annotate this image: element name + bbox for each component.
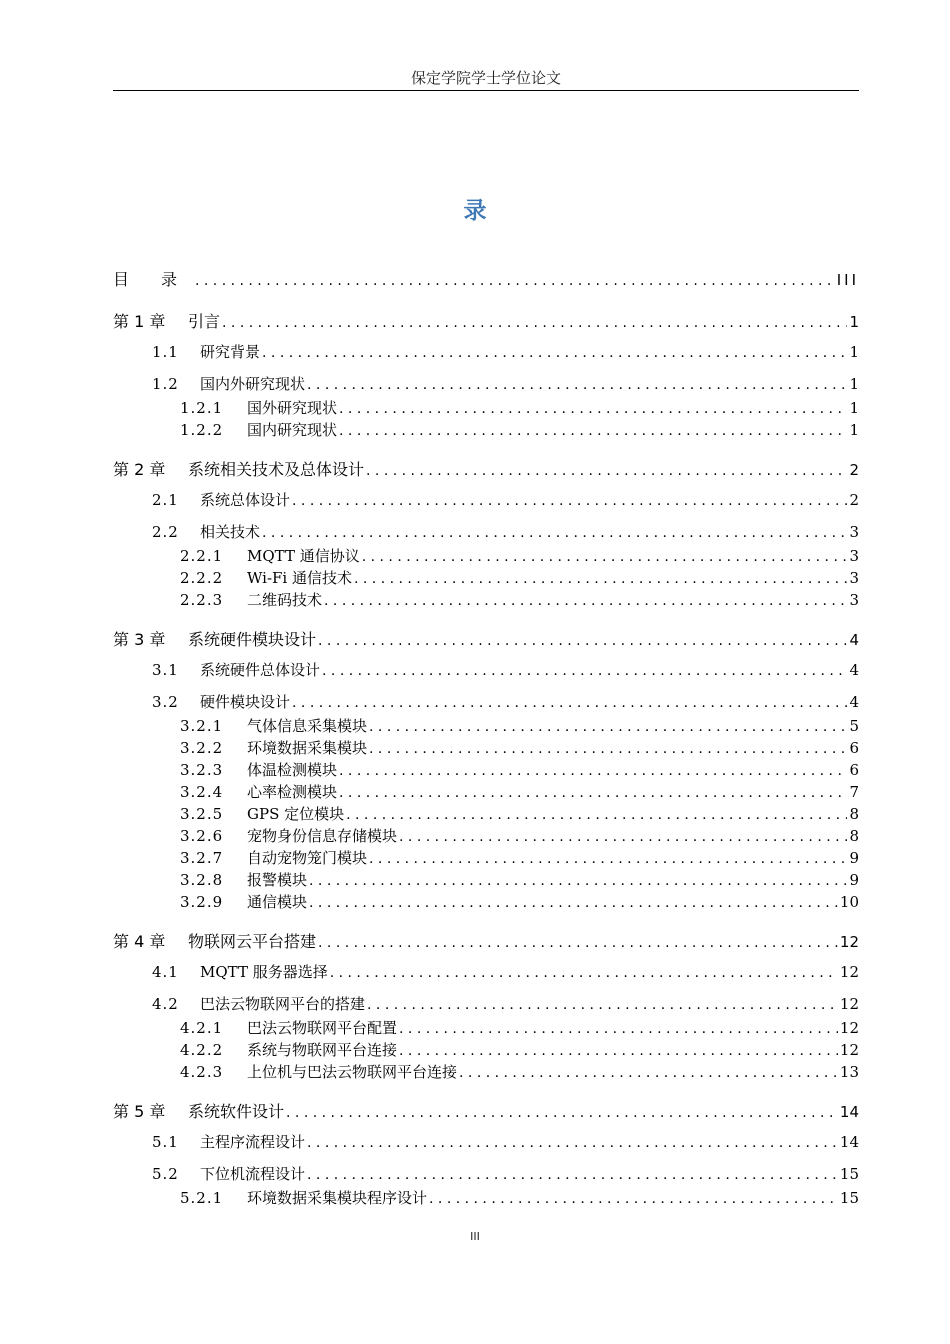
toc-chapter-entry[interactable] bbox=[113, 267, 859, 289]
toc-dot-leader bbox=[262, 345, 847, 361]
toc-entry-page: 1 bbox=[849, 399, 859, 417]
toc-subsection-entry[interactable] bbox=[113, 1187, 859, 1209]
toc-section-entry[interactable] bbox=[113, 373, 859, 395]
toc-dot-leader bbox=[262, 525, 847, 541]
toc-entry-number: 2.2.3 bbox=[180, 591, 224, 609]
toc-entry-title: 系统与物联网平台连接 bbox=[247, 1041, 398, 1059]
toc-entry-page: 3 bbox=[849, 569, 859, 587]
toc-dot-leader bbox=[346, 807, 847, 823]
toc-dot-leader bbox=[330, 965, 838, 981]
toc-entry-number: 5.2 bbox=[152, 1165, 179, 1183]
toc-dot-leader bbox=[307, 1167, 838, 1183]
toc-entry-number: 3.2.3 bbox=[180, 761, 224, 779]
toc-entry-number: 第 5 章 bbox=[113, 1102, 166, 1121]
toc-dot-leader bbox=[459, 1065, 838, 1081]
toc-entry-title: MQTT 服务器选择 bbox=[200, 963, 328, 981]
toc-entry-number: 2.2.1 bbox=[180, 547, 224, 565]
toc-subsection-entry[interactable] bbox=[113, 1017, 859, 1039]
toc-dot-leader bbox=[366, 463, 847, 479]
toc-entry-title: 国内研究现状 bbox=[247, 421, 338, 439]
toc-section-entry[interactable] bbox=[113, 993, 859, 1015]
toc-entry-number: 1.2.2 bbox=[180, 421, 224, 439]
toc-dot-leader bbox=[322, 663, 847, 679]
toc-entry-title: 巴法云物联网平台的搭建 bbox=[200, 995, 366, 1013]
toc-entry-title: 报警模块 bbox=[247, 871, 308, 889]
toc-subsection-entry[interactable] bbox=[113, 1039, 859, 1061]
toc-entry-title: 系统相关技术及总体设计 bbox=[188, 460, 365, 479]
toc-dot-leader bbox=[354, 571, 847, 587]
toc-entry-page: 9 bbox=[849, 849, 859, 867]
toc-entry-page: 10 bbox=[839, 893, 859, 911]
toc-subsection-entry[interactable] bbox=[113, 1061, 859, 1083]
toc-entry-number: 4.2 bbox=[152, 995, 179, 1013]
toc-dot-leader bbox=[367, 997, 838, 1013]
toc-dot-leader bbox=[429, 1191, 838, 1207]
toc-entry-title: 主程序流程设计 bbox=[200, 1133, 306, 1151]
toc-entry-page: 8 bbox=[849, 827, 859, 845]
toc-dot-leader bbox=[362, 549, 848, 565]
toc-entry-number: 3.1 bbox=[152, 661, 179, 679]
toc-entry-number: 4.2.2 bbox=[180, 1041, 224, 1059]
toc-entry-page: 14 bbox=[839, 1103, 859, 1121]
header-divider bbox=[113, 90, 859, 91]
toc-dot-leader bbox=[307, 377, 847, 393]
toc-entry-number: 3.2.8 bbox=[180, 871, 224, 889]
toc-entry-page: 15 bbox=[839, 1165, 859, 1183]
toc-subsection-entry[interactable] bbox=[113, 891, 859, 913]
toc-entry-title: 二维码技术 bbox=[247, 591, 323, 609]
toc-entry-title: Wi-Fi 通信技术 bbox=[247, 569, 352, 587]
toc-entry-page: 1 bbox=[849, 343, 859, 361]
toc-dot-leader bbox=[222, 315, 847, 331]
toc-entry-number: 4.2.1 bbox=[180, 1019, 224, 1037]
toc-entry-page: 15 bbox=[839, 1189, 859, 1207]
toc-entry-page: 5 bbox=[849, 717, 859, 735]
toc-entry-title: 系统软件设计 bbox=[188, 1102, 285, 1121]
toc-entry-page: 12 bbox=[839, 963, 859, 981]
toc-entry-number: 3.2.9 bbox=[180, 893, 224, 911]
toc-entry-page: 2 bbox=[849, 491, 859, 509]
toc-entry-page: 3 bbox=[849, 591, 859, 609]
toc-entry-page: 3 bbox=[849, 523, 859, 541]
toc-entry-page: 14 bbox=[839, 1133, 859, 1151]
toc-dot-leader bbox=[339, 401, 847, 417]
toc-entry-page: 2 bbox=[849, 461, 859, 479]
toc-section-entry[interactable] bbox=[113, 489, 859, 511]
toc-entry-number: 5.1 bbox=[152, 1133, 179, 1151]
toc-entry-number: 1.2 bbox=[152, 375, 179, 393]
toc-dot-leader bbox=[399, 1021, 838, 1037]
toc-entry-number: 3.2 bbox=[152, 693, 179, 711]
toc-entry-number: 1.2.1 bbox=[180, 399, 224, 417]
toc-entry-page: 12 bbox=[839, 1041, 859, 1059]
toc-entry-number: 3.2.4 bbox=[180, 783, 224, 801]
toc-dot-leader bbox=[324, 593, 847, 609]
toc-dot-leader bbox=[318, 935, 838, 951]
toc-entry-page: 9 bbox=[849, 871, 859, 889]
toc-entry-page: 3 bbox=[849, 547, 859, 565]
toc-entry-title: 体温检测模块 bbox=[247, 761, 338, 779]
toc-dot-leader bbox=[286, 1105, 838, 1121]
toc-dot-leader bbox=[339, 423, 847, 439]
toc-entry-title: 系统总体设计 bbox=[200, 491, 291, 509]
toc-entry-title: 国内外研究现状 bbox=[200, 375, 306, 393]
toc-subsection-entry[interactable] bbox=[113, 419, 859, 441]
toc-dot-leader bbox=[339, 763, 847, 779]
toc-dot-leader bbox=[309, 873, 847, 889]
toc-entry-title: 系统硬件总体设计 bbox=[200, 661, 321, 679]
toc-entry-page: 12 bbox=[839, 1019, 859, 1037]
toc-subsection-entry[interactable] bbox=[113, 847, 859, 869]
toc-chapter-entry[interactable] bbox=[113, 627, 859, 649]
toc-dot-leader bbox=[292, 695, 847, 711]
toc-dot-leader bbox=[309, 895, 838, 911]
toc-dot-leader bbox=[399, 1043, 838, 1059]
toc-subsection-entry[interactable] bbox=[113, 567, 859, 589]
toc-subsection-entry[interactable] bbox=[113, 803, 859, 825]
toc-entry-number: 3.2.6 bbox=[180, 827, 224, 845]
toc-entry-title: 硬件模块设计 bbox=[200, 693, 291, 711]
toc-entry-title: 系统硬件模块设计 bbox=[188, 630, 317, 649]
toc-chapter-entry[interactable] bbox=[113, 457, 859, 479]
toc-entry-title: 引言 bbox=[188, 312, 221, 331]
toc-entry-page: 6 bbox=[849, 739, 859, 757]
toc-entry-title: 气体信息采集模块 bbox=[247, 717, 368, 735]
toc-entry-title: 巴法云物联网平台配置 bbox=[247, 1019, 398, 1037]
toc-subsection-entry[interactable] bbox=[113, 397, 859, 419]
toc-entry-title: 通信模块 bbox=[247, 893, 308, 911]
toc-section-entry[interactable] bbox=[113, 1163, 859, 1185]
toc-entry-title: 环境数据采集模块程序设计 bbox=[247, 1189, 428, 1207]
toc-subsection-entry[interactable] bbox=[113, 825, 859, 847]
toc-entry-number: 3.2.1 bbox=[180, 717, 224, 735]
toc-entry-page: 4 bbox=[849, 661, 859, 679]
toc-entry-page: 1 bbox=[849, 313, 859, 331]
toc-subsection-entry[interactable] bbox=[113, 759, 859, 781]
toc-entry-number: 2.1 bbox=[152, 491, 179, 509]
toc-entry-title: 宠物身份信息存储模块 bbox=[247, 827, 398, 845]
toc-entry-number: 4.2.3 bbox=[180, 1063, 224, 1081]
toc-entry-number: 3.2.5 bbox=[180, 805, 224, 823]
toc-entry-number: 目 录 bbox=[113, 270, 178, 289]
toc-entry-number: 4.1 bbox=[152, 963, 179, 981]
toc-dot-leader bbox=[318, 633, 847, 649]
toc-entry-number: 第 3 章 bbox=[113, 630, 166, 649]
toc-entry-title: 自动宠物笼门模块 bbox=[247, 849, 368, 867]
toc-entry-number: 3.2.2 bbox=[180, 739, 224, 757]
toc-entry-number: 5.2.1 bbox=[180, 1189, 224, 1207]
toc-entry-page: 12 bbox=[839, 995, 859, 1013]
toc-entry-title: 下位机流程设计 bbox=[200, 1165, 306, 1183]
toc-entry-number: 第 4 章 bbox=[113, 932, 166, 951]
toc-entry-title: 物联网云平台搭建 bbox=[188, 932, 317, 951]
toc-section-entry[interactable] bbox=[113, 961, 859, 983]
page-number: III bbox=[470, 1230, 480, 1243]
toc-entry-title: 心率检测模块 bbox=[247, 783, 338, 801]
toc-dot-leader bbox=[307, 1135, 838, 1151]
toc-entry-title: 研究背景 bbox=[200, 343, 261, 361]
toc-subsection-entry[interactable] bbox=[113, 715, 859, 737]
toc-entry-title: 环境数据采集模块 bbox=[247, 739, 368, 757]
toc-subsection-entry[interactable] bbox=[113, 545, 859, 567]
toc-entry-page: 1 bbox=[849, 375, 859, 393]
toc-entry-number: 1.1 bbox=[152, 343, 179, 361]
toc-entry-title: MQTT 通信协议 bbox=[247, 547, 360, 565]
toc-entry-title: GPS 定位模块 bbox=[247, 805, 345, 823]
toc-entry-page: 4 bbox=[849, 693, 859, 711]
toc-chapter-entry[interactable] bbox=[113, 929, 859, 951]
toc-subsection-entry[interactable] bbox=[113, 737, 859, 759]
toc-entry-page: 8 bbox=[849, 805, 859, 823]
toc-section-entry[interactable] bbox=[113, 1131, 859, 1153]
toc-entry-page: 12 bbox=[839, 933, 859, 951]
toc-dot-leader bbox=[369, 741, 847, 757]
toc-title: 录 bbox=[463, 198, 487, 224]
toc-entry-page: 7 bbox=[849, 783, 859, 801]
toc-chapter-entry[interactable] bbox=[113, 1099, 859, 1121]
toc-entry-page: 13 bbox=[839, 1063, 859, 1081]
toc-dot-leader bbox=[339, 785, 847, 801]
toc-subsection-entry[interactable] bbox=[113, 869, 859, 891]
page-header: 保定学院学士学位论文 bbox=[410, 69, 561, 87]
toc-entry-title: 上位机与巴法云物联网平台连接 bbox=[247, 1063, 458, 1081]
toc-dot-leader bbox=[369, 851, 847, 867]
toc-dot-leader bbox=[399, 829, 847, 845]
toc-entry-page: 1 bbox=[849, 421, 859, 439]
toc-dot-leader bbox=[369, 719, 847, 735]
toc-entry-number: 2.2 bbox=[152, 523, 179, 541]
toc-chapter-entry[interactable] bbox=[113, 309, 859, 331]
toc-entry-number: 2.2.2 bbox=[180, 569, 224, 587]
toc-section-entry[interactable] bbox=[113, 659, 859, 681]
toc-section-entry[interactable] bbox=[113, 341, 859, 363]
toc-entry-title: 国外研究现状 bbox=[247, 399, 338, 417]
toc-entry-page: 4 bbox=[849, 631, 859, 649]
toc-entry-number: 第 1 章 bbox=[113, 312, 166, 331]
toc-dot-leader bbox=[195, 273, 835, 289]
toc-entry-number: 3.2.7 bbox=[180, 849, 224, 867]
toc-entry-page: III bbox=[836, 271, 859, 289]
toc-entry-number: 第 2 章 bbox=[113, 460, 166, 479]
toc-section-entry[interactable] bbox=[113, 691, 859, 713]
toc-entry-page: 6 bbox=[849, 761, 859, 779]
toc-entry-title: 相关技术 bbox=[200, 523, 261, 541]
toc-subsection-entry[interactable] bbox=[113, 781, 859, 803]
toc-subsection-entry[interactable] bbox=[113, 589, 859, 611]
toc-dot-leader bbox=[292, 493, 847, 509]
toc-section-entry[interactable] bbox=[113, 521, 859, 543]
